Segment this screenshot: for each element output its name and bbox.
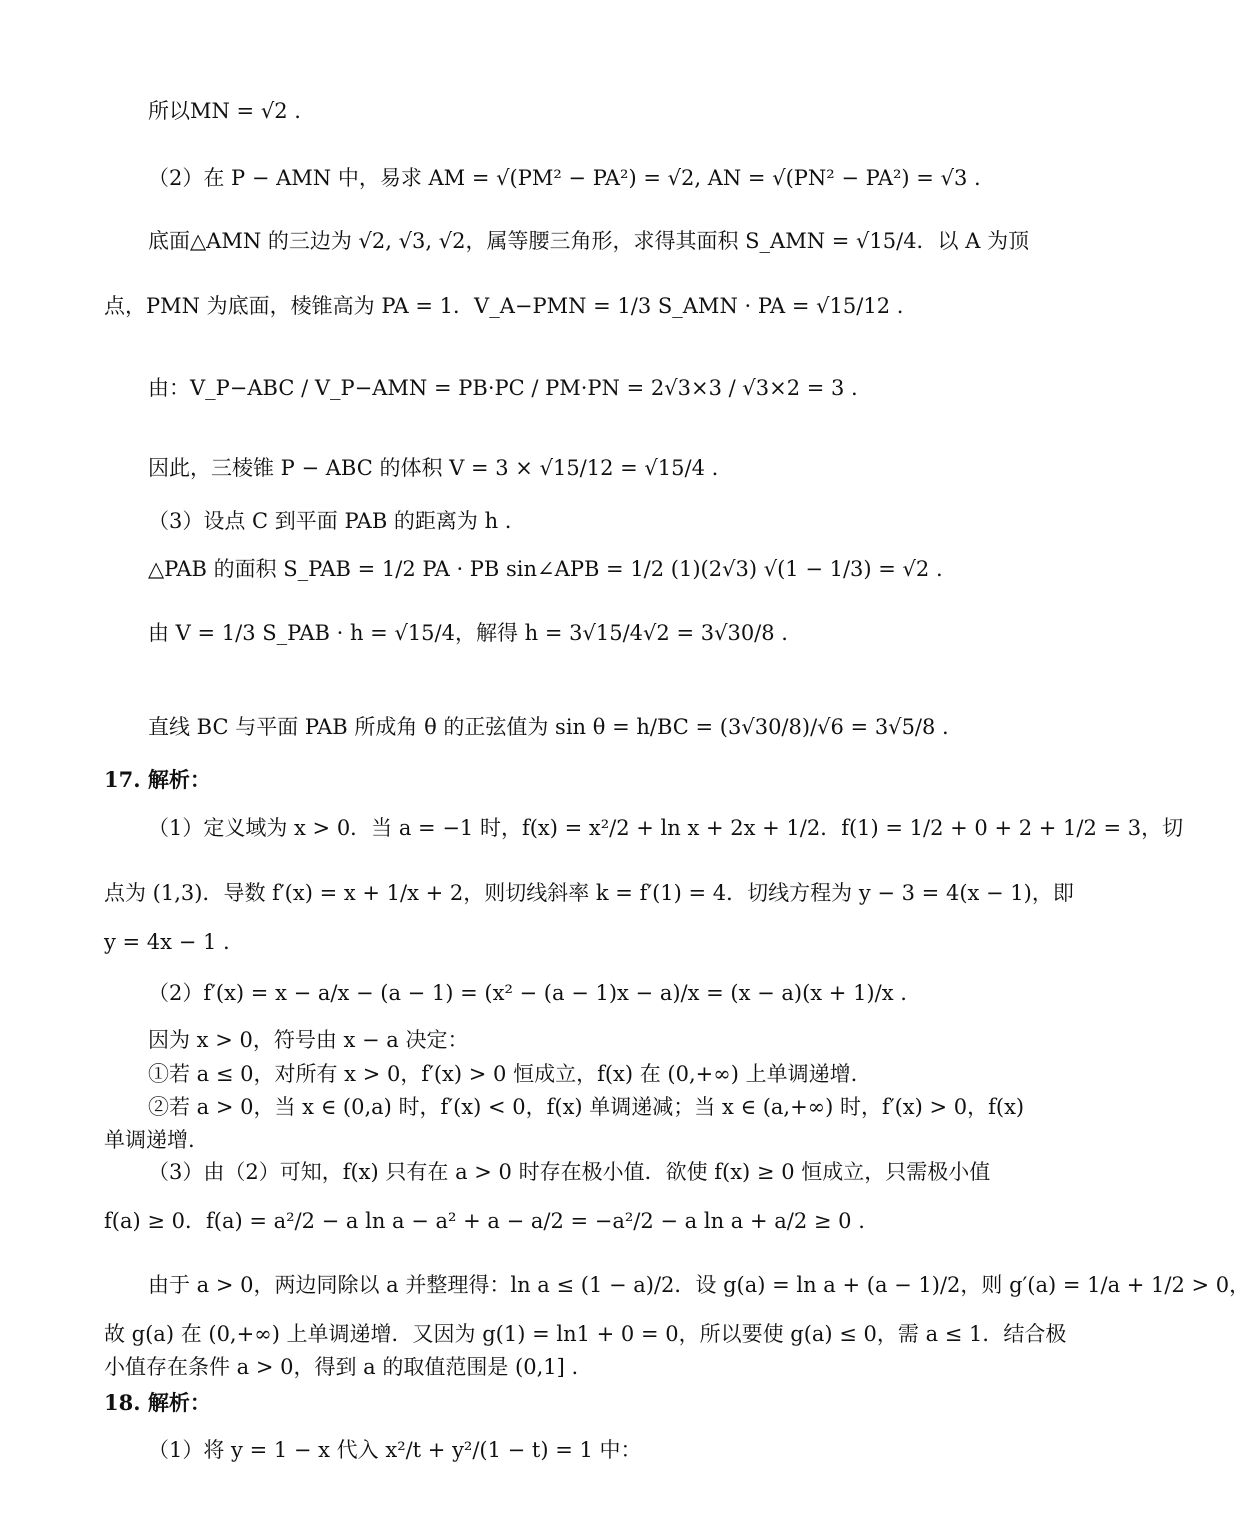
line-l03: 底面△AMN 的三边为 √2, √3, √2，属等腰三角形，求得其面积 S_AMN = √15/4．以 A 为顶: [148, 229, 1030, 253]
line-l17: ②若 a > 0，当 x ∈ (0,a) 时，f′(x) < 0，f(x) 单调递减；当 x ∈ (a,+∞) 时，f′(x) > 0，f(x): [148, 1095, 1025, 1119]
line-l22: 故 g(a) 在 (0,+∞) 上单调递增．又因为 g(1) = ln1 + 0 = 0，所以要使 g(a) ≤ 0，需 a ≤ 1．结合极: [104, 1322, 1067, 1346]
line-l18: 单调递增.: [104, 1128, 195, 1152]
line-l10: 直线 BC 与平面 PAB 所成角 θ 的正弦值为 sin θ = h/BC = (3√30/8)/√6 = 3√5/8 .: [148, 715, 949, 739]
line-l11: （1）定义域为 x > 0．当 a = −1 时，f(x) = x²/2 + ln x + 2x + 1/2．f(1) = 1/2 + 0 + 2 + 1/2 = 3，切: [148, 816, 1184, 840]
line-l23: 小值存在条件 a > 0，得到 a 的取值范围是 (0,1] .: [104, 1355, 579, 1379]
line-l02: （2）在 P − AMN 中，易求 AM = √(PM² − PA²) = √2, AN = √(PN² − PA²) = √3 .: [148, 166, 981, 190]
line-l16: ①若 a ≤ 0，对所有 x > 0，f′(x) > 0 恒成立，f(x) 在 (0,+∞) 上单调递增.: [148, 1062, 858, 1086]
line-l01: 所以MN = √2 .: [148, 99, 301, 123]
line-l07: （3）设点 C 到平面 PAB 的距离为 h .: [148, 509, 512, 533]
line-l19: （3）由（2）可知，f(x) 只有在 a > 0 时存在极小值．欲使 f(x) ≥ 0 恒成立，只需极小值: [148, 1160, 991, 1184]
line-l05: 由：V_P−ABC / V_P−AMN = PB·PC / PM·PN = 2√3×3 / √3×2 = 3 .: [148, 376, 858, 400]
line-l14: （2）f′(x) = x − a/x − (a − 1) = (x² − (a − 1)x − a)/x = (x − a)(x + 1)/x .: [148, 981, 907, 1005]
line-l09: 由 V = 1/3 S_PAB · h = √15/4，解得 h = 3√15/4√2 = 3√30/8 .: [148, 621, 788, 645]
line-l15: 因为 x > 0，符号由 x − a 决定：: [148, 1028, 469, 1052]
line-l12: 点为 (1,3)．导数 f′(x) = x + 1/x + 2，则切线斜率 k = f′(1) = 4．切线方程为 y − 3 = 4(x − 1)，即: [104, 881, 1074, 905]
line-l04: 点，PMN 为底面，棱锥高为 PA = 1．V_A−PMN = 1/3 S_AMN · PA = √15/12 .: [104, 294, 904, 318]
line-l06: 因此，三棱锥 P − ABC 的体积 V = 3 × √15/12 = √15/4 .: [148, 456, 719, 480]
line-l24: （1）将 y = 1 − x 代入 x²/t + y²/(1 − t) = 1 中：: [148, 1438, 642, 1462]
line-l13: y = 4x − 1 .: [104, 930, 230, 954]
heading-17: 17. 解析：: [104, 767, 211, 792]
line-l08: △PAB 的面积 S_PAB = 1/2 PA · PB sin∠APB = 1/2 (1)(2√3) √(1 − 1/3) = √2 .: [148, 557, 943, 581]
line-l20: f(a) ≥ 0．f(a) = a²/2 − a ln a − a² + a − a/2 = −a²/2 − a ln a + a/2 ≥ 0 .: [104, 1209, 865, 1233]
line-l21: 由于 a > 0，两边同除以 a 并整理得：ln a ≤ (1 − a)/2．设 g(a) = ln a + (a − 1)/2，则 g′(a) = 1/a + 1/2 > 0，: [148, 1273, 1250, 1297]
heading-18: 18. 解析：: [104, 1390, 211, 1415]
